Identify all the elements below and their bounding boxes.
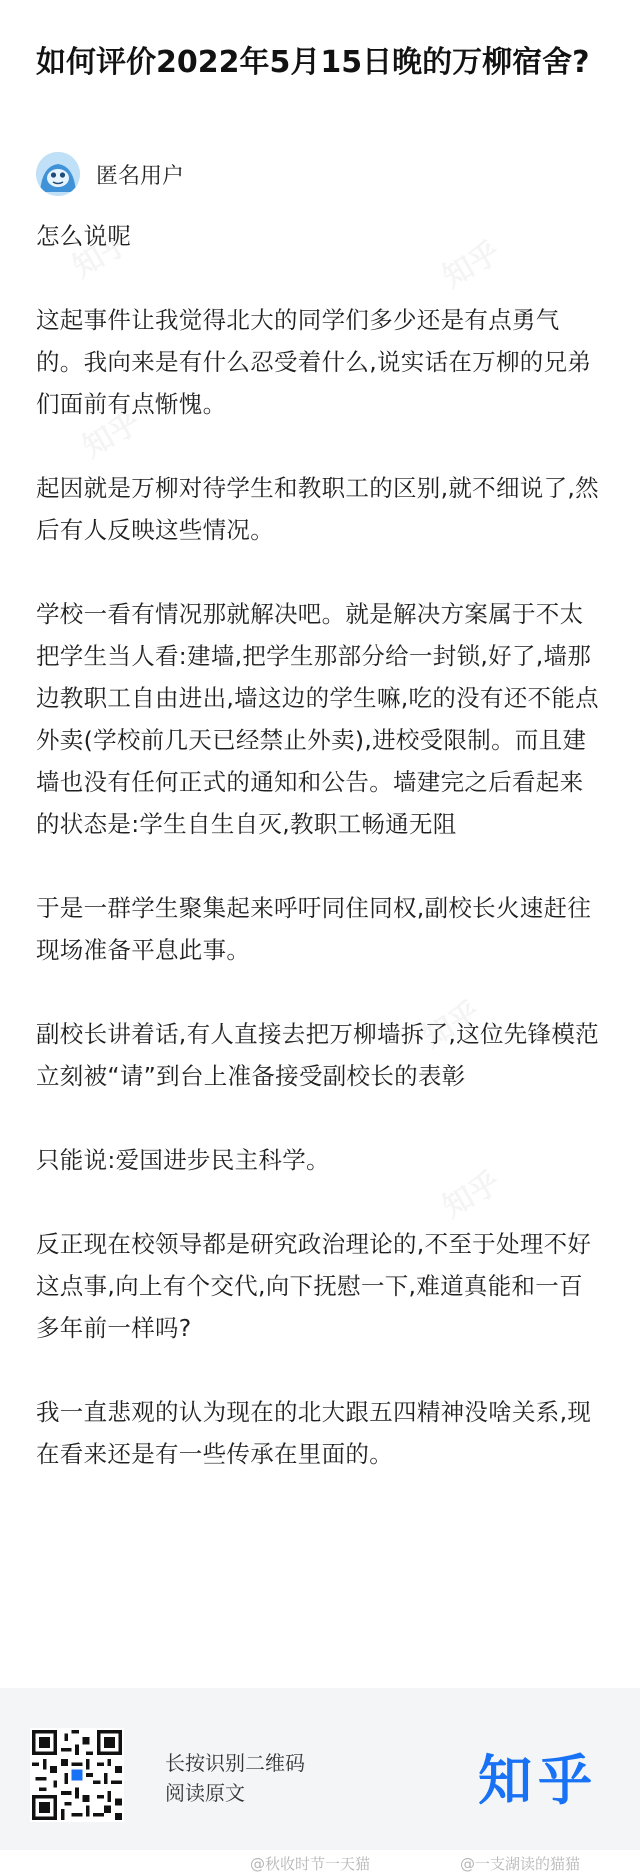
answer-paragraph: 起因就是万柳对待学生和教职工的区别,就不细说了,然后有人反映这些情况。 (36, 474, 599, 544)
weibo-watermark-strip (0, 1850, 640, 1875)
question-title[interactable]: 如何评价2022年5月15日晚的万柳宿舍? (36, 45, 590, 80)
anonymous-avatar-icon[interactable] (36, 152, 80, 196)
answer-paragraph: 怎么说呢 (36, 222, 132, 250)
share-footer (0, 1688, 640, 1850)
answer-paragraph: 我一直悲观的认为现在的北大跟五四精神没啥关系,现在看来还是有一些传承在里面的。 (36, 1398, 592, 1468)
qr-hint-line2: 阅读原文 (165, 1781, 245, 1805)
answer-paragraph: 学校一看有情况那就解决吧。就是解决方案属于不太把学生当人看:建墙,把学生那部分给一封锁,好了,墙那边教职工自由进出,墙这边的学生嘛,吃的没有还不能点外卖(学校前几天已经禁止外卖),进校受限制。而且建墙也没有任何正式的通知和公告。墙建完之后看起来的状态是:学生自生自灭,教职工畅通无阻 (36, 600, 599, 838)
answer-paragraph: 反正现在校领导都是研究政治理论的,不至于处理不好这点事,向上有个交代,向下抚慰一下,难道真能和一百多年前一样吗? (36, 1230, 592, 1342)
qr-hint (165, 1748, 305, 1808)
author-row[interactable] (36, 152, 184, 196)
answer-paragraph: 于是一群学生聚集起来呼吁同住同权,副校长火速赶往现场准备平息此事。 (36, 894, 592, 964)
weibo-watermark: @一支湖读的猫猫 (460, 1855, 581, 1873)
qr-code-icon[interactable] (30, 1728, 124, 1822)
qr-hint-line1: 长按识别二维码 (165, 1751, 305, 1775)
answer-paragraph: 这起事件让我觉得北大的同学们多少还是有点勇气的。我向来是有什么忍受着什么,说实话在万柳的兄弟们面前有点惭愧。 (36, 306, 592, 418)
answer-paragraph: 只能说:爱国进步民主科学。 (36, 1146, 330, 1174)
answer-body (36, 215, 601, 1517)
weibo-watermark: @秋收时节一天猫 (250, 1855, 371, 1873)
zhihu-logo[interactable]: 知乎 (478, 1749, 598, 1812)
answer-paragraph: 副校长讲着话,有人直接去把万柳墙拆了,这位先锋模范立刻被“请”到台上准备接受副校长的表彰 (36, 1020, 599, 1090)
author-name[interactable]: 匿名用户 (96, 163, 185, 189)
